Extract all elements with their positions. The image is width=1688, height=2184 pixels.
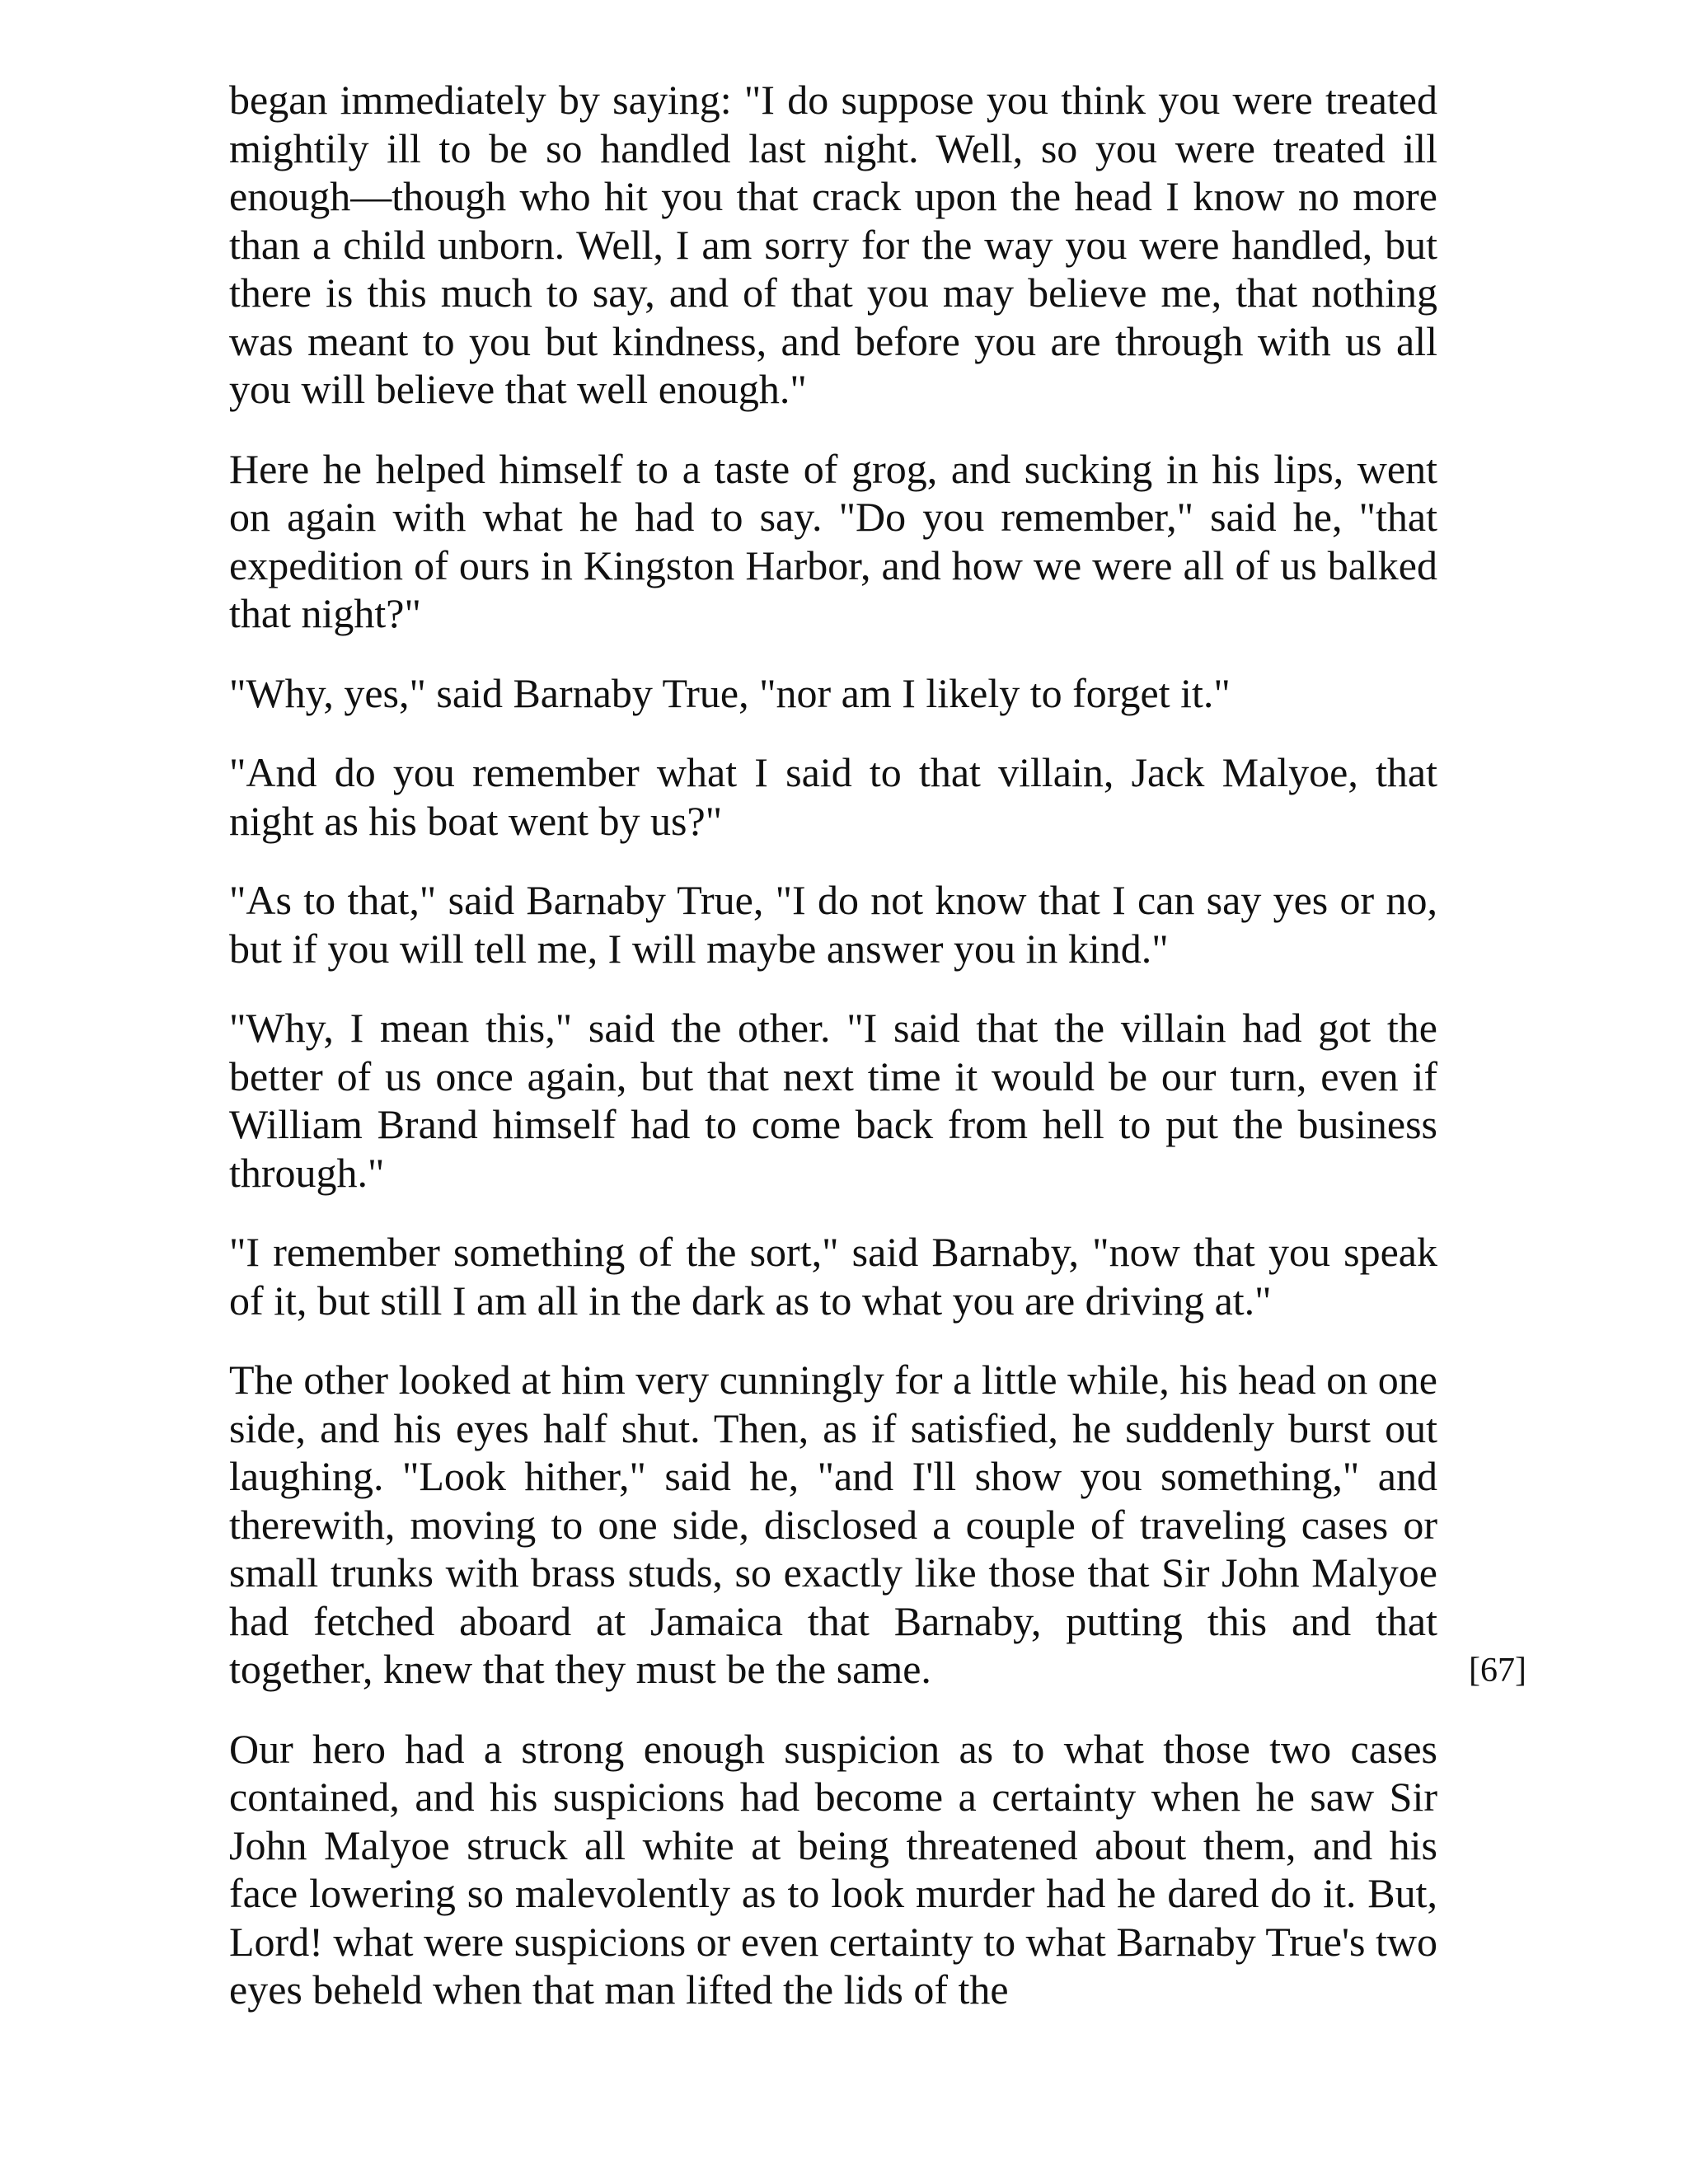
- paragraph-3: "Why, yes," said Barnaby True, "nor am I likely to forget it.": [229, 669, 1231, 716]
- paragraph-5: "As to that," said Barnaby True, "I do not know that I can say yes or no, but if you will tell me, I will maybe answer you in kind.": [229, 877, 1437, 972]
- paragraph-6: "Why, I mean this," said the other. "I said that the villain had got the better of us once again, but that next time it would be our turn, even if William Brand himself had to come back from hell to put the business through.": [229, 1005, 1437, 1196]
- page-body: [229, 76, 1437, 2014]
- paragraph-2: Here he helped himself to a taste of grog, and sucking in his lips, went on again with what he had to say. "Do you remember," said he, "that expedition of ours in Kingston Harbor, and how we were all of us balked that night?": [229, 445, 1437, 636]
- paragraph-4: "And do you remember what I said to that villain, Jack Malyoe, that night as his boat went by us?": [229, 749, 1437, 844]
- page-number: [67]: [1469, 1652, 1526, 1690]
- paragraph-9: Our hero had a strong enough suspicion as to what those two cases contained, and his suspicions had become a certainty when he saw Sir John Malyoe struck all white at being threatened about them, and his face lowering so malevolently as to look murder had he dared do it. But, Lord! what were suspicions or even certainty to what Barnaby True's two eyes beheld when that man lifted the lids of the: [229, 1725, 1437, 2013]
- paragraph-7: "I remember something of the sort," said Barnaby, "now that you speak of it, but still I am all in the dark as to what you are driving at.": [229, 1229, 1437, 1324]
- paragraph-1: began immediately by saying: "I do suppose you think you were treated mightily ill to be so handled last night. Well, so you were treated ill enough—though who hit you that crack upon the head I know no more than a child unborn. Well, I am sorry for the way you were handled, but there is this much to say, and of that you may believe me, that nothing was meant to you but kindness, and before you are through with us all you will believe that well enough.": [229, 77, 1437, 412]
- paragraph-8: The other looked at him very cunningly for a little while, his head on one side, and his eyes half shut. Then, as if satisfied, he suddenly burst out laughing. "Look hither," said he, "and I'll show you something," and therewith, moving to one side, disclosed a couple of traveling cases or small trunks with brass studs, so exactly like those that Sir John Malyoe had fetched aboard at Jamaica that Barnaby, putting this and that together, knew that they must be the same.: [229, 1357, 1437, 1692]
